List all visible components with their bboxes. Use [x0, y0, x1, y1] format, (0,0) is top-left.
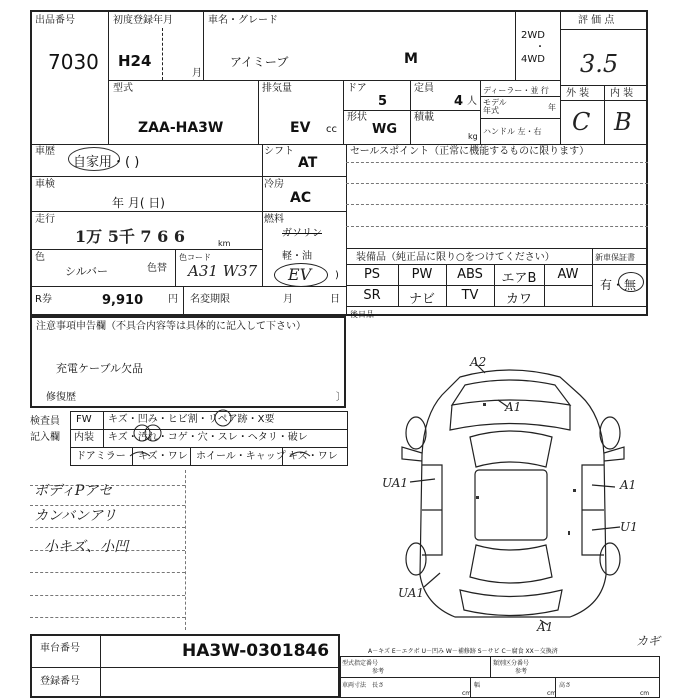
warranty-label: 新車保証書: [595, 253, 635, 262]
width-unit: cm: [547, 690, 557, 697]
name-change-label: 名変期限: [190, 294, 230, 305]
displacement-label: 排気量: [262, 83, 292, 94]
height-unit: cm: [640, 690, 650, 697]
inspector-interior: 内装: [74, 432, 94, 443]
interior-label: 内 装: [610, 88, 634, 99]
drive-2wd: 2WD: [521, 30, 545, 41]
equip-leather: カワ: [505, 292, 532, 307]
mark-roof: A1: [505, 400, 522, 414]
fuel-ev: EV: [288, 265, 312, 284]
equip-ps: PS: [363, 267, 381, 282]
chassis-value: HA3W-0301846: [182, 641, 330, 661]
inspector-wheel: ホイール・キャップ: [196, 451, 286, 462]
registration-year: H24: [118, 52, 152, 70]
mileage-value: 1万 5千 7 6 6: [75, 227, 185, 246]
score-label: 評 価 点: [578, 15, 615, 26]
inspector-row2: キズ・汚れ・コゲ・穴・スレ・ヘタリ・破レ: [108, 432, 308, 443]
warranty-value: 有・無: [600, 278, 637, 292]
name-change-month: 月: [283, 294, 293, 305]
damage-legend: A－キズ E－エクボ U－凹み W－補修跡 S－サビ C－腐食 XX－交換済: [368, 648, 558, 655]
handle-label: ハンドル 左・右: [483, 127, 542, 136]
score-value: 3.5: [580, 50, 619, 78]
fuel-label: 燃料: [264, 214, 284, 225]
inspector-mirror-dmg: キズ・ワレ: [138, 451, 188, 462]
car-name: アイミーブ: [230, 55, 289, 69]
car-name-label: 車名・グレード: [208, 15, 278, 26]
registration-label: 初度登録年月: [113, 15, 173, 26]
mark-right-front: A1: [620, 478, 637, 492]
handwritten-note-3: 小キズ、小凹: [44, 539, 129, 555]
interior-grade: B: [614, 108, 632, 136]
equip-abs: ABS: [457, 267, 483, 282]
mark-left-rear: UA1: [398, 586, 425, 600]
mark-left-front: UA1: [382, 476, 409, 490]
model-value: ZAA-HA3W: [138, 120, 224, 136]
equip-tv: TV: [461, 288, 479, 303]
color-value: シルバー: [65, 265, 108, 278]
aircon-label: 冷房: [264, 179, 284, 190]
mark-right-rear: U1: [620, 520, 638, 534]
chassis-label: 車台番号: [40, 643, 80, 654]
warranty-circle: [618, 272, 644, 292]
shape-label: 形状: [347, 112, 367, 123]
color-label: 色: [35, 252, 45, 263]
class-label: 類別区分番号: [493, 660, 530, 667]
equip-navi: ナビ: [408, 292, 435, 307]
equip-airbag: エアB: [501, 271, 537, 286]
usage-value: 自家用・( ): [73, 155, 140, 170]
drive-4wd: 4WD: [521, 54, 545, 65]
fuel-gasoline: ガソリン: [282, 228, 322, 239]
sales-point-label: セールスポイント（正常に機能するものに限ります）: [350, 146, 590, 157]
inspector-label-1: 検査員: [30, 416, 60, 427]
inspector-wheel-dmg: キズ・ワレ: [288, 451, 338, 462]
capacity-value: 4: [454, 94, 464, 109]
shift-value: AT: [298, 155, 318, 171]
doors-value: 5: [378, 94, 388, 109]
reg-number-label: 登録番号: [40, 676, 80, 687]
class-ref: 参考: [515, 668, 528, 675]
name-change-day: 日: [330, 294, 340, 305]
grade: M: [404, 51, 418, 67]
capacity-label: 定員: [414, 83, 434, 94]
doors-label: ドア: [347, 83, 367, 94]
displacement-unit: cc: [326, 124, 337, 135]
equipment-label: 装備品（純正品に限り○をつけてください）: [356, 252, 555, 263]
inspector-mirror: ドアミラー: [76, 451, 126, 462]
length-unit: cm: [462, 690, 472, 697]
repair-label: 修復歴: [46, 392, 76, 403]
lot-number: 7030: [48, 50, 99, 74]
lot-label: 出品番号: [35, 15, 75, 26]
length-label: 長さ: [372, 682, 385, 689]
color-code-label: 色コード: [179, 253, 211, 262]
inspector-label-2: 記入欄: [30, 432, 60, 443]
later-items-label: 後日品: [350, 310, 374, 319]
dealer-label: ディーラー・並 行: [483, 86, 549, 95]
mileage-unit: km: [218, 239, 231, 248]
inspector-row1: キズ・凹み・ヒビ割・リペア跡・X要: [108, 414, 275, 425]
equip-pw: PW: [411, 267, 433, 282]
fuel-diesel: 軽・油: [282, 251, 312, 262]
r-ticket-value: 9,910: [102, 293, 144, 308]
usage-label: 車歴: [35, 146, 55, 157]
load-label: 積載: [414, 112, 434, 123]
equip-sr: SR: [363, 288, 381, 303]
aircon-value: AC: [290, 190, 312, 206]
capacity-unit: 人: [467, 96, 477, 107]
mark-top: A2: [470, 355, 487, 369]
color-change-label: 色替: [147, 263, 167, 274]
inspection-label: 車検: [35, 179, 55, 190]
inspection-value: 年 月( 日): [112, 196, 165, 210]
notes-label: 注意事項申告欄（不具合内容等は具体的に記入して下さい）: [36, 321, 306, 332]
year-unit: 年: [548, 103, 556, 112]
mark-corner: カギ: [636, 634, 661, 648]
model-label: 型式: [113, 83, 133, 94]
handwritten-note-2: カンバンアリ: [34, 508, 117, 524]
car-damage-diagram: [380, 355, 680, 630]
height-label: 高さ: [559, 682, 572, 689]
equip-aw: AW: [557, 267, 579, 282]
mileage-label: 走行: [35, 214, 55, 225]
r-ticket-unit: 円: [168, 294, 178, 305]
exterior-grade: C: [572, 108, 591, 136]
model-cert-ref: 参考: [372, 668, 385, 675]
color-code-value: A31 W37: [188, 262, 258, 280]
inspector-fw: FW: [76, 414, 92, 425]
r-ticket-label: R券: [35, 294, 52, 305]
mark-bottom: A1: [537, 620, 554, 634]
model-year-label: モデル 年式: [483, 98, 507, 115]
shape-value: WG: [372, 122, 398, 137]
load-unit: kg: [468, 132, 478, 141]
notes-text: 充電ケーブル欠品: [56, 362, 144, 375]
shift-label: シフト: [264, 146, 294, 157]
exterior-label: 外 装: [566, 88, 590, 99]
width-label: 幅: [474, 682, 481, 689]
handwritten-note-1: ボディPアセ: [34, 483, 113, 499]
displacement-value: EV: [290, 120, 311, 136]
registration-month-unit: 月: [192, 68, 202, 79]
inspector-marks: [100, 408, 340, 468]
dim-label: 車両寸法: [342, 682, 367, 689]
model-cert-label: 型式指定番号: [342, 660, 379, 667]
